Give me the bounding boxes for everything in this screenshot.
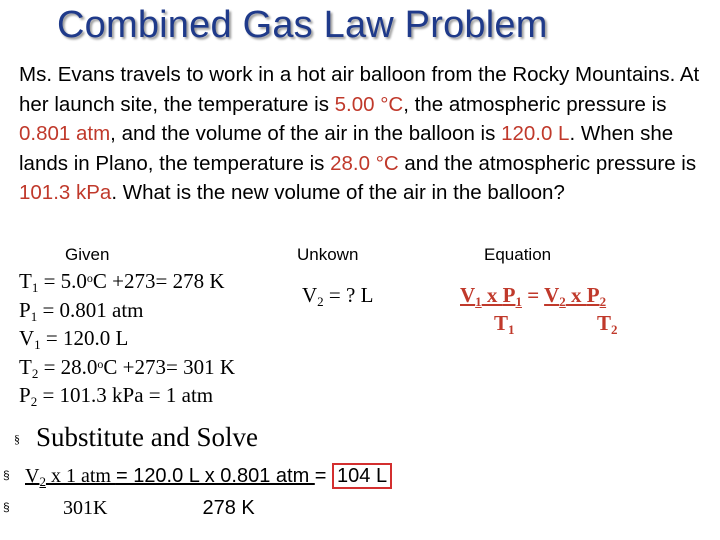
answer-box: 104 L xyxy=(332,463,392,489)
landing-pressure: 101.3 kPa xyxy=(19,181,112,204)
bullet-icon: § xyxy=(14,432,20,446)
problem-text: , and the volume of the air in the balloon is xyxy=(110,122,502,145)
given-p1: $P_1 = 0.801$ atm xyxy=(19,297,144,324)
given-t2: $T_2 = 28.0^oC +273= 301$ K xyxy=(19,354,236,381)
equation-numerator: $V_1$ x $P_1 = V_2$ x $P_2$ xyxy=(460,283,607,309)
given-p2: $P_2 = 101.3$ kPa = 1 atm xyxy=(19,383,214,409)
substitute-heading: § Substitute and Solve xyxy=(14,422,258,452)
bullet-icon: § xyxy=(3,468,10,482)
problem-text: and the atmospheric pressure is xyxy=(398,151,697,175)
problem-text: , the atmospheric pressure is xyxy=(403,92,667,116)
problem-text: . When she lands in Plano, the temperature is xyxy=(19,122,674,175)
given-v1: $V_1 = 120.0$ L xyxy=(19,326,129,352)
unknown-header: Unkown xyxy=(297,245,359,264)
solve-line-denominator: § 301K 278 K xyxy=(3,497,255,519)
problem-statement xyxy=(19,60,719,208)
unknown-value: $V_2$ = ? L xyxy=(302,283,374,309)
equation-header: Equation xyxy=(484,245,552,264)
landing-temperature: 28.0 °C xyxy=(330,151,399,175)
page-title: Combined Gas Law Problem xyxy=(57,4,548,46)
given-list xyxy=(19,267,235,410)
equation-denominator-t2: $T_2$ xyxy=(597,311,618,337)
given-header: Given xyxy=(65,245,110,264)
launch-temperature: 5.00 °C xyxy=(334,92,404,116)
problem-text: . What is the new volume of the air in the balloon? xyxy=(111,181,565,204)
bullet-icon: § xyxy=(3,500,10,514)
solve-line-numerator: § $V_2$ x 1 atm = 120.0 L x 0.801 atm = 104 L xyxy=(3,465,392,488)
launch-pressure: 0.801 atm xyxy=(19,122,111,145)
equation-denominator-t1: $T_1$ xyxy=(494,311,515,337)
given-t1: $T_1 = 5.0^oC +273= 278$ K xyxy=(19,269,225,295)
problem-text: Ms. Evans travels to work in a hot air balloon from the Rocky Mountains. At her launch site, the temperature is xyxy=(19,63,700,116)
launch-volume: 120.0 L xyxy=(501,122,570,145)
